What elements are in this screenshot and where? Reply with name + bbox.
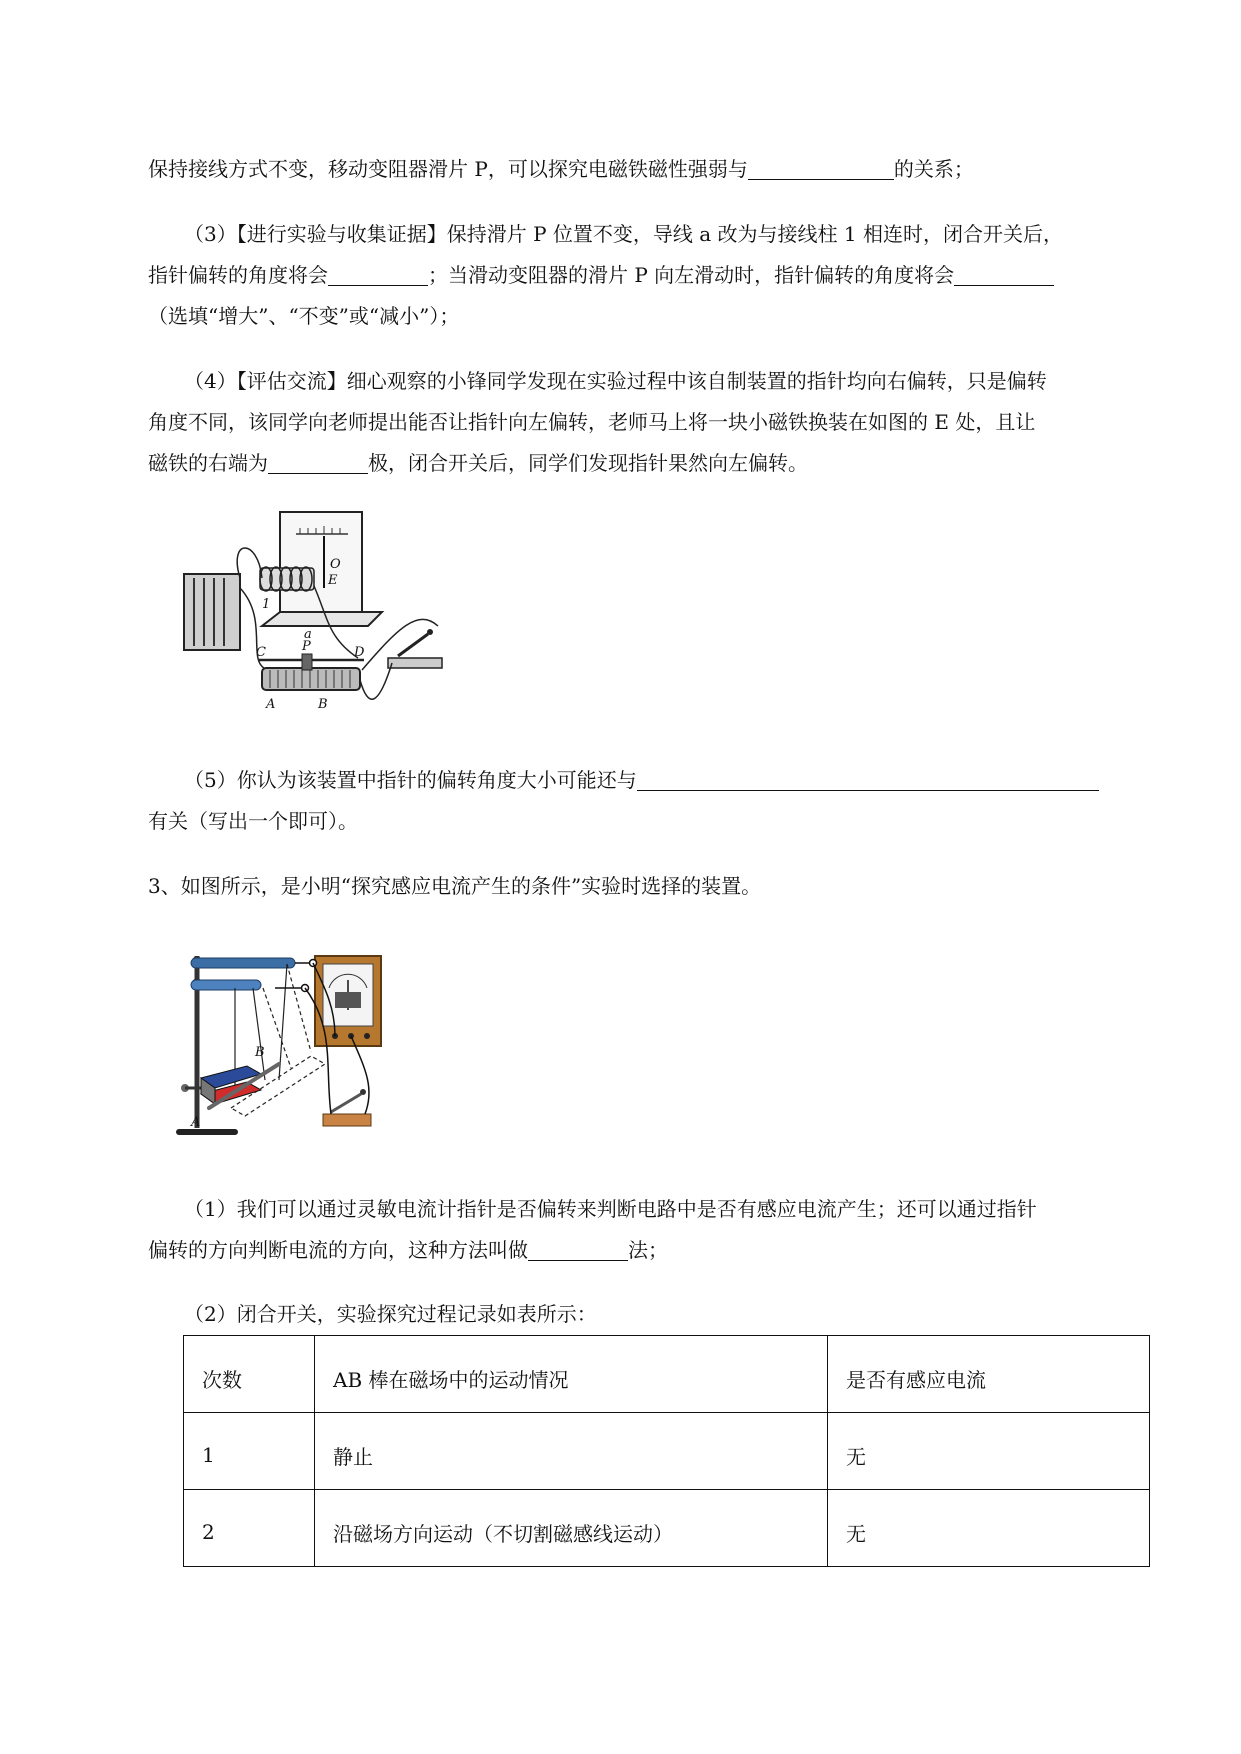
sub-1-line-2: 偏转的方向判断电流的方向，这种方法叫做 法；: [148, 1238, 668, 1262]
table-header-cell: 是否有感应电流: [828, 1336, 1150, 1413]
label-o: O: [330, 557, 341, 572]
table-header-cell: AB 棒在磁场中的运动情况: [315, 1336, 828, 1413]
sub-2-line: （2）闭合开关，实验探究过程记录如表所示：: [184, 1302, 597, 1326]
question-3-line-2: 指针偏转的角度将会 ；当滑动变阻器的滑片 P 向左滑动时，指针偏转的角度将会: [148, 261, 1054, 289]
table-header-row: [184, 1336, 1150, 1413]
table-cell: 1: [184, 1413, 315, 1490]
question-4-line-1: （4）【评估交流】细心观察的小锋同学发现在实验过程中该自制装置的指针均向右偏转，只是偏转: [184, 369, 1047, 393]
problem-3-intro: 3、如图所示，是小明“探究感应电流产生的条件”实验时选择的装置。: [148, 874, 762, 898]
answer-blank[interactable]: [528, 1238, 628, 1261]
answer-blank[interactable]: [328, 263, 428, 286]
label-rheostat-a: A: [266, 697, 276, 712]
table-row: [184, 1490, 1150, 1567]
label-e: E: [328, 573, 338, 588]
label-rod-a: A: [191, 1115, 201, 1130]
question-3-line-1: （3）【进行实验与收集证据】保持滑片 P 位置不变，导线 a 改为与接线柱 1 相连时，闭合开关后，: [184, 222, 1063, 246]
label-p: P: [302, 639, 311, 654]
label-d: D: [354, 645, 365, 660]
table-cell: 无: [828, 1490, 1150, 1567]
answer-blank[interactable]: [954, 263, 1054, 286]
table-cell: 2: [184, 1490, 315, 1567]
sub-1-line-1: （1）我们可以通过灵敏电流计指针是否偏转来判断电路中是否有感应电流产生；还可以通过指针: [184, 1197, 1037, 1221]
table-row: [184, 1413, 1150, 1490]
answer-blank[interactable]: [748, 157, 894, 180]
label-wire-a: a: [304, 627, 312, 642]
label-terminal-1: 1: [262, 597, 271, 612]
question-5-line-2: 有关（写出一个即可）。: [148, 809, 358, 833]
text-line-p-slider: 保持接线方式不变，移动变阻器滑片 P，可以探究电磁铁磁性强弱与 的关系；: [148, 157, 974, 181]
question-4-line-2: 角度不同，该同学向老师提出能否让指针向左偏转，老师马上将一块小磁铁换装在如图的 E 处，且让: [148, 410, 1036, 434]
record-table: [183, 1335, 1150, 1567]
table-cell: 沿磁场方向运动（不切割磁感线运动）: [315, 1490, 828, 1567]
question-4-line-3: 磁铁的右端为 极，闭合开关后，同学们发现指针果然向左偏转。: [148, 451, 808, 475]
table-cell: 无: [828, 1413, 1150, 1490]
figure-induction-apparatus: [175, 948, 435, 1143]
label-rod-b: B: [255, 1045, 265, 1060]
table-cell: 静止: [315, 1413, 828, 1490]
answer-blank[interactable]: [637, 768, 1099, 791]
figure-galvanometer-circuit: [178, 508, 458, 728]
question-5-line-1: （5）你认为该装置中指针的偏转角度大小可能还与: [184, 766, 1099, 794]
label-rheostat-b: B: [318, 697, 328, 712]
table-header-cell: 次数: [184, 1336, 315, 1413]
answer-blank[interactable]: [268, 451, 368, 474]
question-3-line-3: （选填“增大”、“不变”或“减小”）；: [148, 304, 460, 328]
label-c: C: [256, 645, 266, 660]
